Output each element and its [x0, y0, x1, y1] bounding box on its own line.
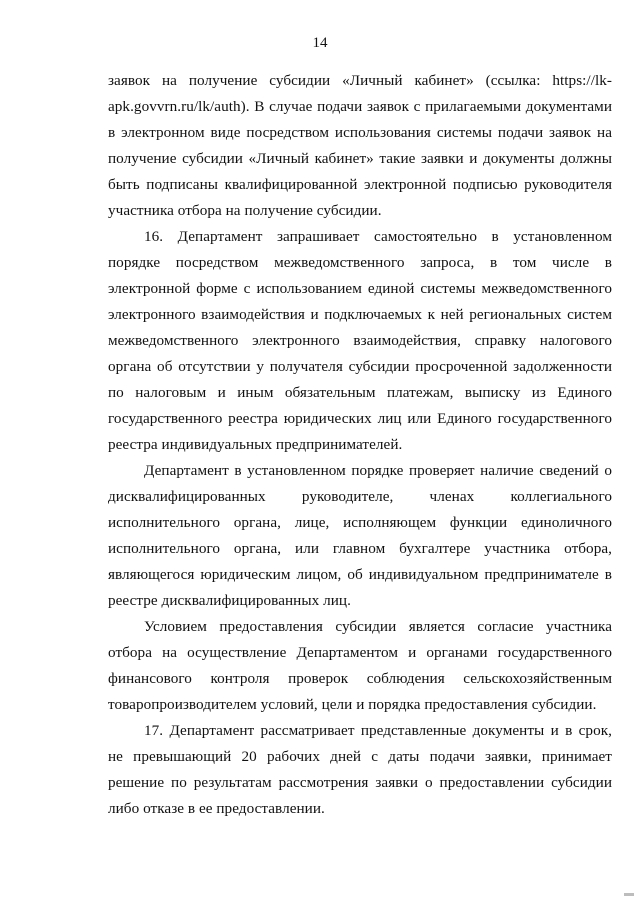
page-number: 14: [312, 35, 328, 51]
paragraph-item-16: 16. Департамент запрашивает самостоятельно в установленном порядке посредством межведомственного запроса, в том числе в электронной форме с использованием единой системы межведомственного электронного взаимодействия и подключаемых к ней региональных систем межведомственного электронного взаимодействия, справку налогового органа об отсутствии у получателя субсидии просроченной задолженности по налоговым и иным обязательным платежам, выписку из Единого государственного реестра юридических лиц или Единого государственного реестра индивидуальных предпринимателей.: [108, 228, 612, 453]
paragraph-consent-condition: Условием предоставления субсидии является согласие участника отбора на осуществление Департаментом и органами государственного финансового контроля проверок соблюдения сельскохозяйственным товаропроизводителем условий, цели и порядка предоставления субсидии.: [108, 618, 612, 713]
document-body: [108, 68, 612, 822]
scan-artifact: [624, 893, 634, 896]
paragraph-item-17: 17. Департамент рассматривает представленные документы и в срок, не превышающий 20 рабочих дней с даты подачи заявки, принимает решение по результатам рассмотрения заявки о предоставлении субсидии либо отказе в ее предоставлении.: [108, 722, 612, 817]
paragraph-disqualified-registry: Департамент в установленном порядке проверяет наличие сведений о дисквалифицированных руководителе, членах коллегиального исполнительного органа, лице, исполняющем функции единоличного исполнительного органа, или главном бухгалтере участника отбора, являющегося юридическим лицом, об индивидуальном предпринимателе в реестре дисквалифицированных лиц.: [108, 462, 612, 609]
paragraph-continuation: заявок на получение субсидии «Личный кабинет» (ссылка: https://lk-apk.govvrn.ru/lk/auth). В случае подачи заявок с прилагаемыми документами в электронном виде посредством использования системы подачи заявок на получение субсидии «Личный кабинет» такие заявки и документы должны быть подписаны квалифицированной электронной подписью руководителя участника отбора на получение субсидии.: [108, 72, 612, 219]
